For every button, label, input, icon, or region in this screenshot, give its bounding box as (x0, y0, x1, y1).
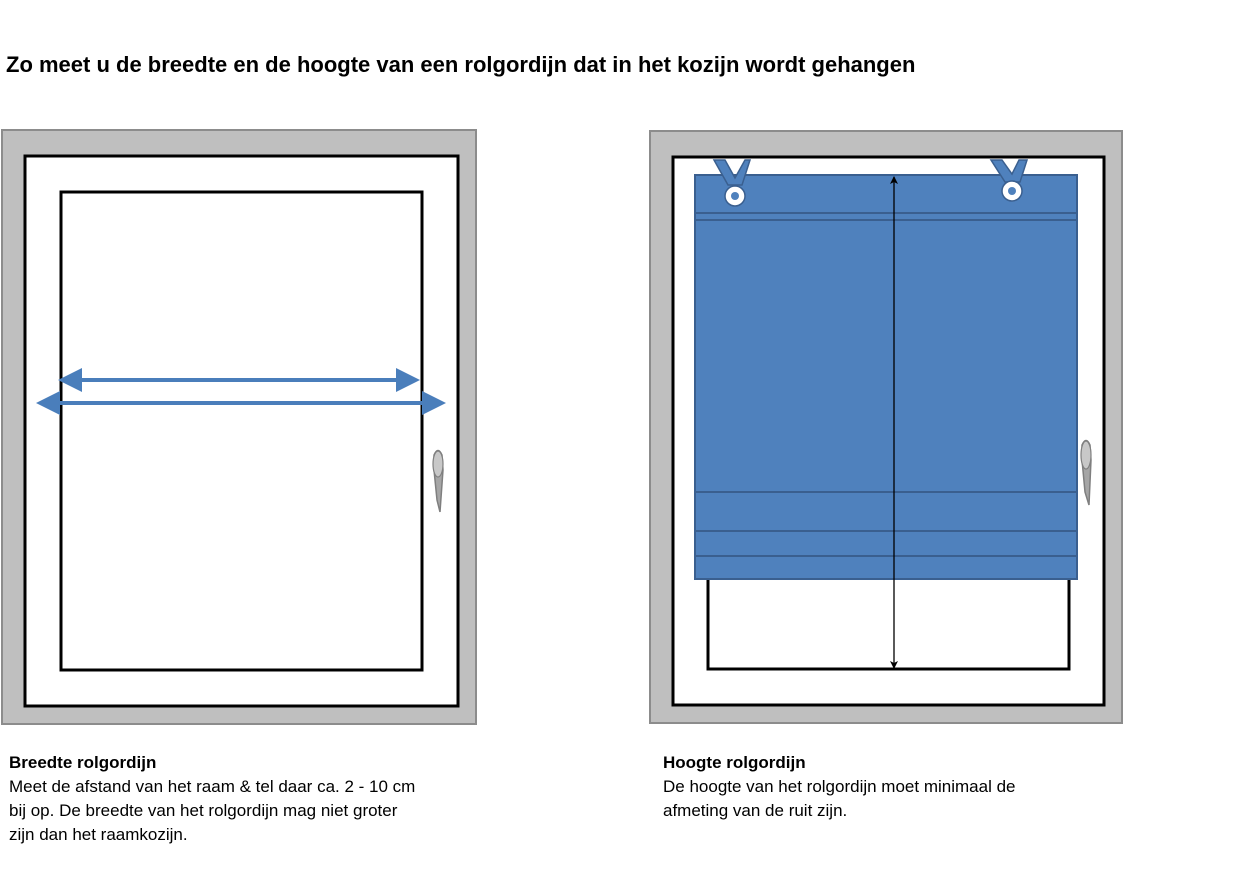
width-text-line: Meet de afstand van het raam & tel daar ca. 2 - 10 cm (9, 777, 416, 796)
roller-blind-icon (695, 175, 1077, 579)
width-heading: Breedte rolgordijn (9, 753, 157, 772)
left-window-diagram (2, 130, 476, 724)
page-title: Zo meet u de breedte en de hoogte van een rolgordijn dat in het kozijn wordt gehangen (6, 52, 916, 77)
height-text-line: De hoogte van het rolgordijn moet minimaal de (663, 777, 1016, 796)
height-heading: Hoogte rolgordijn (663, 753, 806, 772)
width-caption (9, 751, 489, 847)
right-window-diagram (650, 131, 1122, 723)
width-text-line: bij op. De breedte van het rolgordijn mag niet groter (9, 801, 398, 820)
height-caption (663, 751, 1133, 823)
width-text-line: zijn dan het raamkozijn. (9, 825, 188, 844)
height-text-line: afmeting van de ruit zijn. (663, 801, 848, 820)
window-pane (61, 192, 422, 670)
